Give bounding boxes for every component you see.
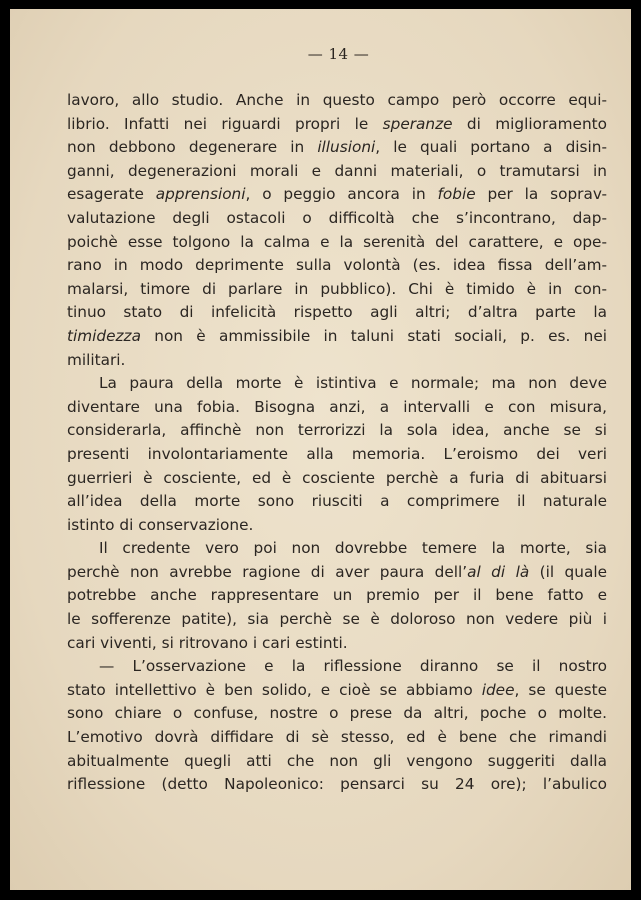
text-run: all’idea della morte sono riusciti a comprimere il naturale [67,492,607,511]
text-line [67,702,607,726]
text-run: cari viventi, si ritrovano i cari estinti. [67,633,348,652]
text-line [67,632,607,656]
text-run: presenti involontariamente alla memoria. L’eroismo dei veri [67,444,607,463]
text-line [67,419,607,443]
text-run: , se queste [514,680,607,699]
text-line [67,773,607,797]
text-run: guerrieri è cosciente, ed è cosciente perchè a furia di abituarsi [67,468,607,487]
text-run: , le quali portano a disin- [375,138,607,157]
italic-run: fobie [437,185,476,204]
italic-run: apprensioni [155,185,246,204]
text-line [67,207,607,231]
text-run: — L’osservazione e la riflessione diranno se il nostro [99,657,607,676]
text-run: , o peggio ancora in [245,185,438,204]
text-line [67,254,607,278]
text-line [67,301,607,325]
text-line [67,396,607,420]
book-page [10,9,631,890]
text-run: malarsi, timore di parlare in pubblico). Chi è timido è in con- [67,279,607,298]
text-run: per la soprav- [475,185,607,204]
body-text [67,89,607,797]
text-run: librio. Infatti nei riguardi propri le [67,114,383,133]
text-run: istinto di conservazione. [67,515,254,534]
text-run: le sofferenze patite), sia perchè se è doloroso non vedere più i [67,610,607,629]
text-run: sono chiare o confuse, nostre o prese da altri, poche o molte. [67,704,607,723]
text-run: L’emotivo dovrà diffidare di sè stesso, ed è bene che rimandi [67,728,607,747]
text-run: ganni, degenerazioni morali e danni materiali, o tramutarsi in [67,161,607,180]
text-line [67,325,607,349]
text-line [67,584,607,608]
text-run: di miglioramento [452,114,607,133]
text-line [67,467,607,491]
italic-run: illusioni [317,138,376,157]
text-line [67,278,607,302]
text-line [67,231,607,255]
text-line [67,113,607,137]
italic-run: speranze [382,114,453,133]
text-run: rano in modo deprimente sulla volontà (es. idea fissa dell’am- [67,256,607,275]
text-run: (il quale [529,562,607,581]
text-line [67,490,607,514]
text-run: lavoro, allo studio. Anche in questo campo però occorre equi- [67,91,607,109]
text-run: considerarla, affinchè non terrorizzi la sola idea, anche se si [67,421,607,440]
text-run: La paura della morte è istintiva e normale; ma non deve [99,374,607,393]
text-run: tinuo stato di infelicità rispetto agli altri; d’altra parte la [67,303,607,322]
text-line [67,372,607,396]
text-line [67,679,607,703]
text-line [67,443,607,467]
text-line [67,608,607,632]
text-line [67,726,607,750]
text-run: perchè non avrebbe ragione di aver paura dell’ [67,562,468,581]
italic-run: al di là [467,562,530,581]
text-line [67,183,607,207]
text-run: valutazione degli ostacoli o difficoltà che s’incontrano, dap- [67,208,607,227]
text-line [67,561,607,585]
text-line [67,537,607,561]
text-line [67,349,607,373]
text-run: diventare una fobia. Bisogna anzi, a intervalli e con misura, [67,397,607,416]
text-run: potrebbe anche rappresentare un premio per il bene fatto e [67,586,607,605]
italic-run: idee [481,680,515,699]
text-run: militari. [67,350,126,369]
text-line [67,136,607,160]
text-run: Il credente vero poi non dovrebbe temere la morte, sia [99,539,607,558]
page-number: — 14 — [307,45,370,63]
text-line [67,89,607,113]
text-line [67,750,607,774]
text-line [67,655,607,679]
text-run: stato intellettivo è ben solido, e cioè se abbiamo [67,680,482,699]
text-line [67,514,607,538]
text-run: non è ammissibile in taluni stati sociali, p. es. nei [140,326,607,345]
text-run: non debbono degenerare in [67,138,318,157]
text-run: poichè esse tolgono la calma e la serenità del carattere, e ope- [67,232,607,251]
italic-run: timidezza [67,326,141,345]
text-run: riflessione (detto Napoleonico: pensarci su 24 ore); l’abulico [67,775,607,794]
text-line [67,160,607,184]
text-run: esagerate [67,185,156,204]
text-run: abitualmente quegli atti che non gli vengono suggeriti dalla [67,751,607,770]
